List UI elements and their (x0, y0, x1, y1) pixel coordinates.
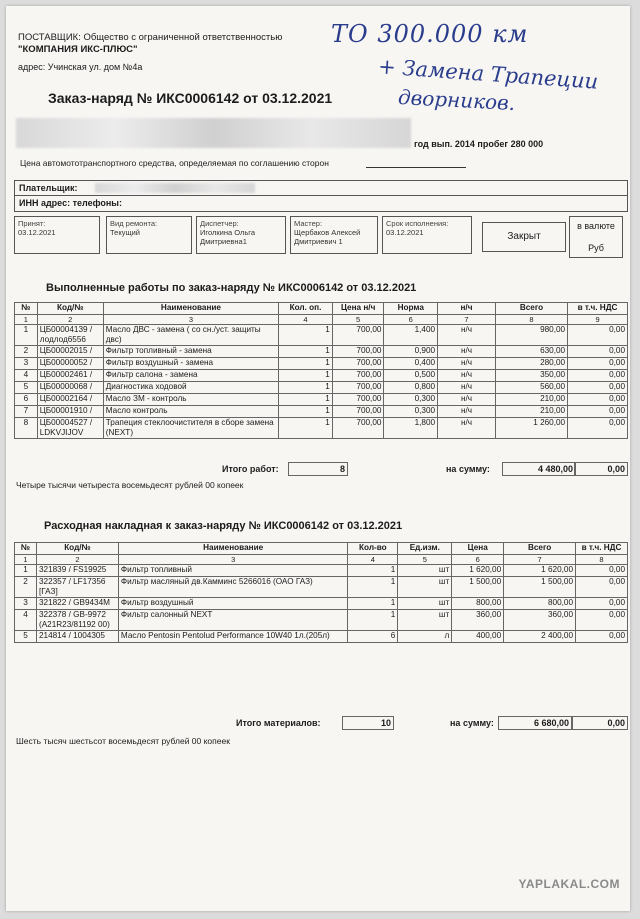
materials-row-cell: 5 (15, 631, 37, 643)
materials-row-cell: 1 (348, 610, 398, 631)
works-row-cell: 630,00 (495, 346, 567, 358)
works-row-cell: н/ч (438, 358, 496, 370)
materials-col-header: Ед.изм. (398, 543, 452, 555)
works-row-cell: 2 (15, 346, 38, 358)
works-row (15, 394, 628, 406)
materials-sum-label: на сумму: (450, 718, 494, 728)
materials-row-cell: 2 400,00 (504, 631, 576, 643)
site-watermark: YAPLAKAL.COM (518, 877, 620, 891)
handwritten-note-line2: + Замена Трапеции (377, 54, 599, 94)
works-row-cell: 0,00 (568, 358, 628, 370)
works-row-cell: 1 (279, 382, 333, 394)
works-row (15, 418, 628, 439)
works-row-cell: Диагностика ходовой (103, 382, 278, 394)
materials-col-header: Кол-во (348, 543, 398, 555)
supplier-address: адрес: Учинская ул. дом №4а (18, 62, 143, 72)
materials-row-cell: 1 (348, 598, 398, 610)
works-row-cell: 1 260,00 (495, 418, 567, 439)
materials-row-cell: 1 (348, 565, 398, 577)
materials-row (15, 565, 628, 577)
works-col-header: в т.ч. НДС (568, 303, 628, 315)
works-row (15, 382, 628, 394)
materials-row-cell: 0,00 (576, 631, 628, 643)
works-sum-in-words: Четыре тысячи четыреста восемьдесят рублей 00 копеек (16, 480, 244, 490)
materials-section-title: Расходная накладная к заказ-наряду № ИКС0006142 от 03.12.2021 (44, 520, 403, 532)
works-sum-value: 4 480,00 (502, 462, 576, 476)
works-row-cell: 0,00 (568, 394, 628, 406)
materials-row-cell: 6 (348, 631, 398, 643)
materials-sum-value: 6 680,00 (498, 716, 572, 730)
works-row-cell: 1 (15, 325, 38, 346)
works-row (15, 358, 628, 370)
works-total-count: 8 (288, 462, 348, 476)
works-row-cell: 1,400 (384, 325, 438, 346)
works-row-cell: 0,800 (384, 382, 438, 394)
redacted-vehicle-info (16, 118, 411, 148)
works-row-cell: 210,00 (495, 394, 567, 406)
materials-row-cell: Фильтр топливный (118, 565, 348, 577)
handwritten-note-line3: дворников. (397, 84, 516, 116)
works-row-cell: 0,00 (568, 325, 628, 346)
materials-row-cell: 800,00 (504, 598, 576, 610)
works-row-cell: 700,00 (332, 358, 384, 370)
materials-row-cell: 0,00 (576, 610, 628, 631)
works-row-cell: 1 (279, 346, 333, 358)
materials-row-cell: 0,00 (576, 565, 628, 577)
works-header-row (15, 303, 628, 315)
materials-row-cell: 4 (15, 610, 37, 631)
works-row-cell: 560,00 (495, 382, 567, 394)
works-row-cell: н/ч (438, 325, 496, 346)
redacted-payer-name (95, 183, 255, 193)
materials-sum-vat: 0,00 (572, 716, 628, 730)
materials-row-cell: шт (398, 598, 452, 610)
materials-total-label: Итого материалов: (236, 718, 321, 728)
works-row-cell: 0,500 (384, 370, 438, 382)
works-table (14, 302, 628, 439)
works-row-cell: н/ч (438, 382, 496, 394)
works-row-cell: 3 (15, 358, 38, 370)
materials-header-row (15, 543, 628, 555)
materials-row (15, 577, 628, 598)
works-row (15, 406, 628, 418)
materials-row-cell: 322378 / GB-9972 (A21R23/81192 00) (36, 610, 118, 631)
works-row-cell: 8 (15, 418, 38, 439)
materials-row-cell: 1 500,00 (504, 577, 576, 598)
materials-row-cell: л (398, 631, 452, 643)
works-total-label: Итого работ: (222, 464, 279, 474)
vehicle-info: год вып. 2014 пробег 280 000 (414, 139, 544, 149)
materials-col-header: № (15, 543, 37, 555)
works-col-header: Кол. оп. (279, 303, 333, 315)
works-row-cell: 1 (279, 418, 333, 439)
materials-row-cell: 800,00 (452, 598, 504, 610)
works-row-cell: 700,00 (332, 394, 384, 406)
works-row (15, 346, 628, 358)
materials-col-header: Код/№ (36, 543, 118, 555)
materials-row-cell: 321839 / FS19925 (36, 565, 118, 577)
supplier-line1: ПОСТАВЩИК: Общество с ограниченной ответственностью (18, 32, 283, 43)
works-row-cell: 350,00 (495, 370, 567, 382)
works-row-cell: 210,00 (495, 406, 567, 418)
works-row-cell: Фильтр топливный - замена (103, 346, 278, 358)
materials-row-cell: 321822 / GB9434M (36, 598, 118, 610)
materials-row-cell: 360,00 (504, 610, 576, 631)
materials-row-cell: Фильтр салонный NEXT (118, 610, 348, 631)
supplier-block (18, 32, 348, 56)
works-row-cell: 0,300 (384, 406, 438, 418)
materials-row-cell: Фильтр масляный дв.Камминс 5266016 (ОАО ГАЗ) (118, 577, 348, 598)
master-box: Мастер: Щербаков Алексей Дмитриевич 1 (290, 216, 378, 254)
payer-label: Плательщик: (19, 183, 78, 193)
works-row-cell: 1 (279, 358, 333, 370)
works-col-header: Код/№ (37, 303, 103, 315)
materials-row (15, 610, 628, 631)
works-row-cell: 0,300 (384, 394, 438, 406)
works-sum-vat: 0,00 (574, 462, 628, 476)
works-row-cell: 4 (15, 370, 38, 382)
price-underline (366, 167, 466, 168)
works-row-cell: 5 (15, 382, 38, 394)
works-row-cell: Фильтр салона - замена (103, 370, 278, 382)
materials-row-cell: 1 620,00 (504, 565, 576, 577)
document-title: Заказ-наряд № ИКС0006142 от 03.12.2021 (48, 90, 333, 106)
works-row-cell: 1 (279, 394, 333, 406)
materials-row-cell: Фильтр воздушный (118, 598, 348, 610)
works-row-cell: 280,00 (495, 358, 567, 370)
materials-row-cell: шт (398, 577, 452, 598)
works-section-title: Выполненные работы по заказ-наряду № ИКС0006142 от 03.12.2021 (46, 282, 417, 294)
works-row-cell: 0,900 (384, 346, 438, 358)
works-col-header: н/ч (438, 303, 496, 315)
materials-colnum-row: 1 2 3 4 5 6 7 8 (15, 555, 628, 565)
status-badge: Закрыт (482, 222, 566, 252)
supplier-name: "КОМПАНИЯ ИКС-ПЛЮС" (18, 44, 138, 55)
works-row-cell: 0,00 (568, 346, 628, 358)
works-row-cell: 6 (15, 394, 38, 406)
materials-col-header: Всего (504, 543, 576, 555)
payer-box (14, 180, 628, 212)
works-row-cell: 700,00 (332, 325, 384, 346)
works-row-cell: ЦБ00004527 / LDKVJIJOV (37, 418, 103, 439)
dispatcher-box: Диспетчер: Иголкина Ольга Дмитриевна1 (196, 216, 286, 254)
materials-row-cell: 360,00 (452, 610, 504, 631)
materials-row-cell: 3 (15, 598, 37, 610)
works-row-cell: 1 (279, 406, 333, 418)
works-row (15, 325, 628, 346)
works-col-header: Цена н/ч (332, 303, 384, 315)
materials-row-cell: 1 620,00 (452, 565, 504, 577)
materials-row-cell: 322357 / LF17356 [ГАЗ] (36, 577, 118, 598)
works-col-header: Всего (495, 303, 567, 315)
works-row-cell: 0,00 (568, 406, 628, 418)
works-row-cell: Трапеция стеклоочистителя в сборе замена (NEXT) (103, 418, 278, 439)
works-colnum-row: 1 2 3 4 5 6 7 8 9 (15, 315, 628, 325)
works-row-cell: 700,00 (332, 370, 384, 382)
works-row-cell: 0,00 (568, 382, 628, 394)
works-row-cell: Фильтр воздушный - замена (103, 358, 278, 370)
materials-row-cell: 214814 / 1004305 (36, 631, 118, 643)
accepted-box: Принят: 03.12.2021 (14, 216, 100, 254)
works-row-cell: н/ч (438, 418, 496, 439)
materials-row-cell: 1 500,00 (452, 577, 504, 598)
works-row-cell: н/ч (438, 394, 496, 406)
materials-sum-in-words: Шесть тысяч шестьсот восемьдесят рублей 00 копеек (16, 736, 230, 746)
works-row-cell: 0,00 (568, 418, 628, 439)
works-row-cell: Масло ДВС - замена ( со сн./уст. защиты двс) (103, 325, 278, 346)
works-row-cell: н/ч (438, 406, 496, 418)
materials-row-cell: 1 (348, 577, 398, 598)
works-row-cell: н/ч (438, 370, 496, 382)
works-sum-label: на сумму: (446, 464, 490, 474)
materials-col-header: Наименование (118, 543, 348, 555)
materials-row-cell: 2 (15, 577, 37, 598)
works-row-cell: ЦБ00000052 / (37, 358, 103, 370)
works-row-cell: ЦБ00000068 / (37, 382, 103, 394)
works-row-cell: Масло ЗМ - контроль (103, 394, 278, 406)
works-row-cell: ЦБ00002164 / (37, 394, 103, 406)
currency-box: в валюте Руб (569, 216, 623, 258)
materials-table (14, 542, 628, 643)
works-row-cell: ЦБ00004139 / лодлод6556 (37, 325, 103, 346)
inn-label: ИНН адрес: телефоны: (19, 198, 122, 208)
materials-row (15, 631, 628, 643)
works-row-cell: 1 (279, 370, 333, 382)
materials-row-cell: шт (398, 610, 452, 631)
works-row-cell: ЦБ00001910 / (37, 406, 103, 418)
materials-row-cell: 0,00 (576, 598, 628, 610)
works-row-cell: 700,00 (332, 346, 384, 358)
handwritten-note-line1: ТО 300.000 км (331, 20, 529, 48)
materials-row-cell: Масло Pentosin Pentolud Performance 10W40 1л.(205л) (118, 631, 348, 643)
materials-row-cell: 400,00 (452, 631, 504, 643)
works-row-cell: н/ч (438, 346, 496, 358)
materials-row (15, 598, 628, 610)
works-col-header: Наименование (103, 303, 278, 315)
materials-row-cell: 1 (15, 565, 37, 577)
materials-row-cell: 0,00 (576, 577, 628, 598)
works-row-cell: 0,00 (568, 370, 628, 382)
works-row-cell: 0,400 (384, 358, 438, 370)
works-row (15, 370, 628, 382)
materials-col-header: в т.ч. НДС (576, 543, 628, 555)
works-row-cell: 1,800 (384, 418, 438, 439)
inn-row (15, 196, 627, 211)
works-row-cell: 1 (279, 325, 333, 346)
repair-type-box: Вид ремонта: Текущий (106, 216, 192, 254)
works-row-cell: Масло контроль (103, 406, 278, 418)
works-row-cell: 700,00 (332, 406, 384, 418)
materials-col-header: Цена (452, 543, 504, 555)
works-col-header: № (15, 303, 38, 315)
works-row-cell: 700,00 (332, 382, 384, 394)
materials-row-cell: шт (398, 565, 452, 577)
works-row-cell: 700,00 (332, 418, 384, 439)
works-row-cell: 7 (15, 406, 38, 418)
works-row-cell: ЦБ00002015 / (37, 346, 103, 358)
works-col-header: Норма (384, 303, 438, 315)
works-row-cell: 980,00 (495, 325, 567, 346)
deadline-box: Срок исполнения: 03.12.2021 (382, 216, 472, 254)
invoice-page (6, 6, 630, 911)
materials-total-count: 10 (342, 716, 394, 730)
price-note: Цена автомототранспортного средства, определяемая по соглашению сторон (20, 158, 329, 168)
works-row-cell: ЦБ00002461 / (37, 370, 103, 382)
